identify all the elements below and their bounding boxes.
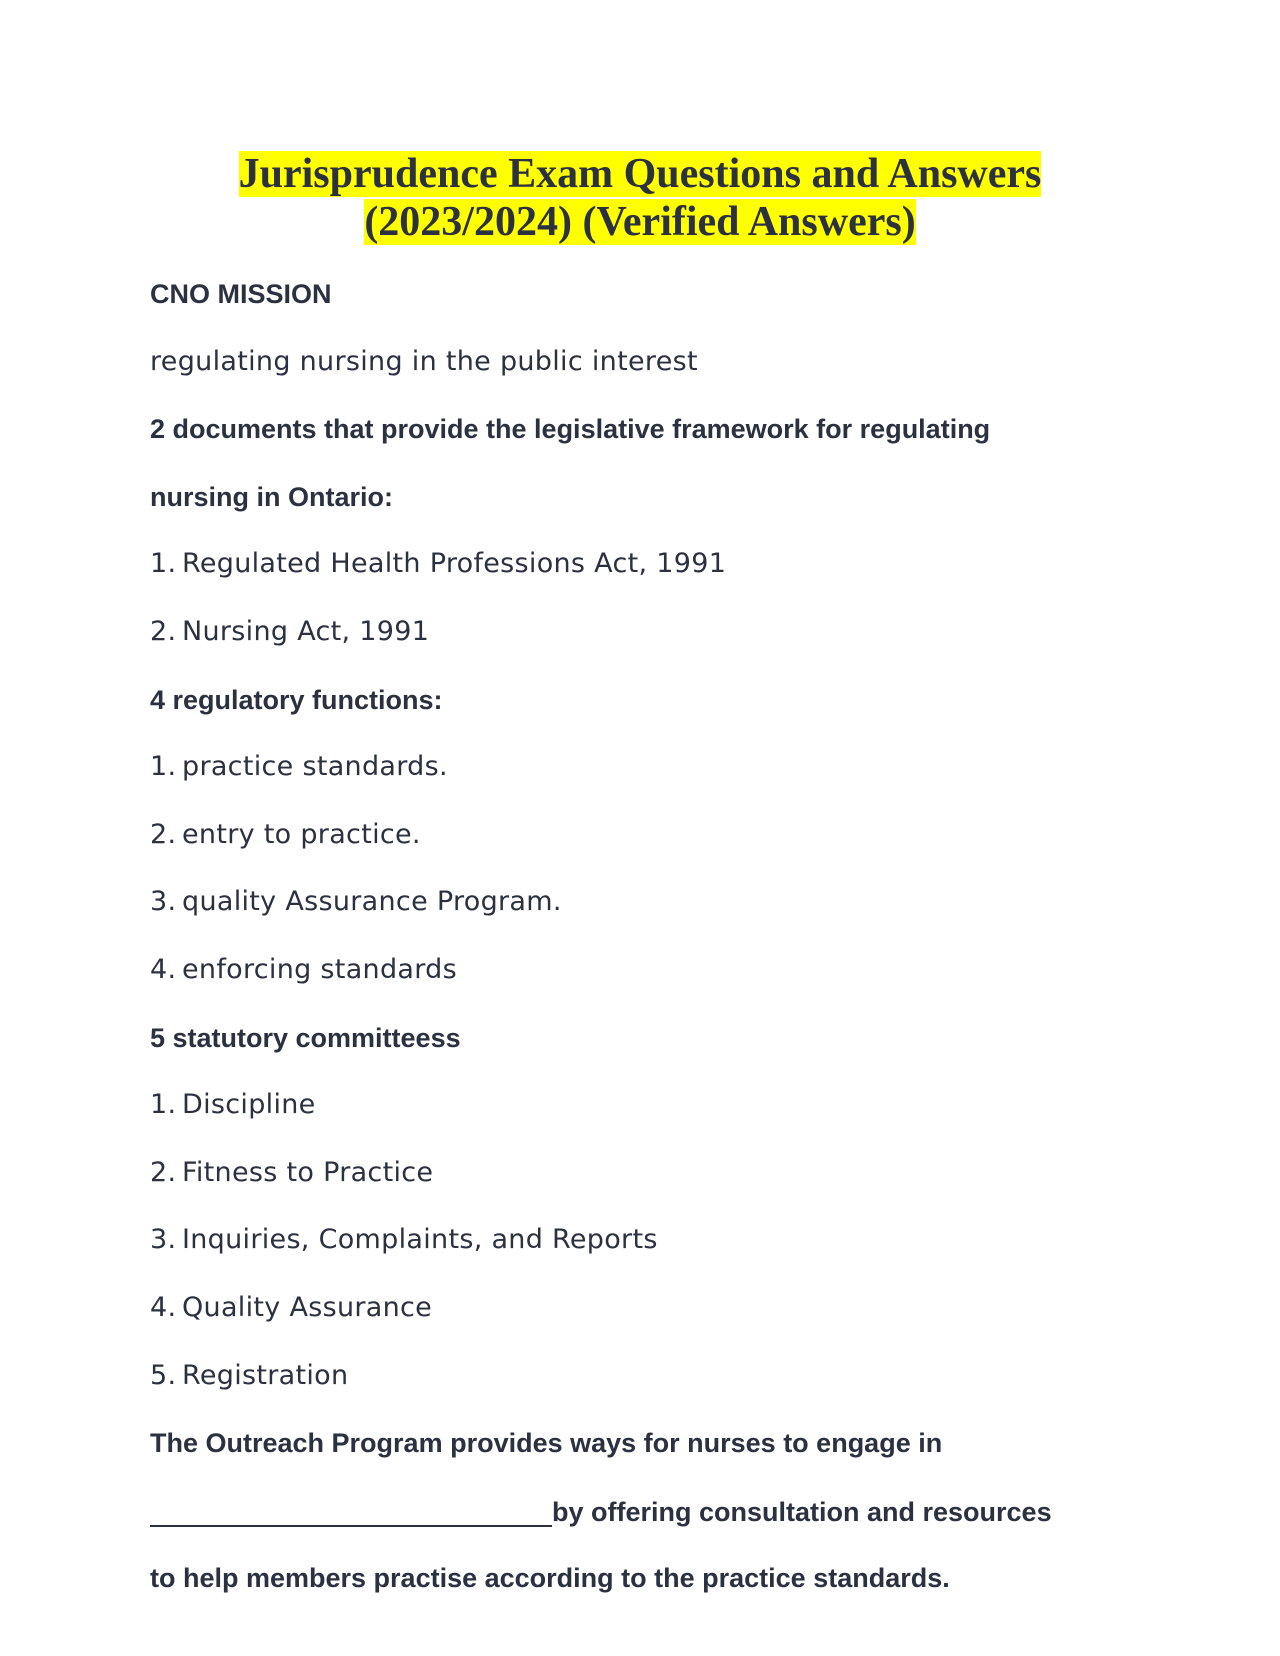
list-item — [150, 610, 1130, 678]
list-item — [150, 1354, 1130, 1422]
list-item — [150, 813, 1130, 881]
list-item — [150, 1083, 1130, 1151]
list-item-number: 3. — [150, 886, 177, 918]
list-item-text: Registration — [182, 1359, 349, 1391]
list-item-text: Nursing Act, 1991 — [182, 615, 430, 647]
list-item-text: Quality Assurance — [182, 1291, 433, 1323]
question-heading-mission: CNO MISSION — [150, 279, 332, 309]
list-item — [150, 948, 1130, 1016]
list-item-text: quality Assurance Program. — [182, 886, 562, 918]
list-item-number: 1. — [150, 1089, 177, 1121]
list-item — [150, 1151, 1130, 1219]
list-item-text: Inquiries, Complaints, and Reports — [182, 1224, 658, 1256]
list-item — [150, 542, 1130, 610]
title-line-2: (2023/2024) (Verified Answers) — [364, 199, 916, 245]
list-item-number: 4. — [150, 1291, 177, 1323]
list-item-number: 2. — [150, 1156, 177, 1188]
list-item — [150, 880, 1130, 948]
list-item — [150, 1286, 1130, 1354]
list-item — [150, 745, 1130, 813]
list-item-text: Discipline — [182, 1089, 316, 1121]
list-item-number: 1. — [150, 751, 177, 783]
question-heading-functions: 4 regulatory functions: — [150, 684, 443, 715]
question-heading-outreach-3: to help members practise according to the practice standards. — [150, 1563, 950, 1594]
list-item — [150, 1218, 1130, 1286]
question-heading-documents-1: 2 documents that provide the legislative framework for regulating — [150, 414, 991, 445]
question-heading-documents-2: nursing in Ontario: — [150, 481, 393, 512]
page-title — [150, 150, 1130, 246]
list-item-text: practice standards. — [182, 751, 448, 783]
list-item-number: 3. — [150, 1224, 177, 1256]
list-item-text: Fitness to Practice — [182, 1156, 434, 1188]
list-item-number: 2. — [150, 818, 177, 850]
question-heading-committees: 5 statutory committeess — [150, 1022, 461, 1053]
list-item-text: Regulated Health Professions Act, 1991 — [182, 548, 727, 580]
list-item-text: entry to practice. — [182, 818, 421, 850]
fill-in-blank — [150, 1489, 552, 1527]
document-body — [150, 272, 1130, 1624]
list-item-text: enforcing standards — [182, 953, 457, 985]
answer-mission: regulating nursing in the public interest — [150, 345, 698, 377]
list-item-number: 2. — [150, 615, 177, 647]
title-line-1: Jurisprudence Exam Questions and Answers — [238, 151, 1042, 197]
question-heading-outreach-2 — [150, 1489, 1130, 1557]
outreach-line-2-text: by offering consultation and resources — [552, 1496, 1052, 1527]
list-item-number: 1. — [150, 548, 177, 580]
list-item-number: 5. — [150, 1359, 177, 1391]
list-item-number: 4. — [150, 953, 177, 985]
question-heading-outreach-1: The Outreach Program provides ways for nurses to engage in — [150, 1428, 943, 1459]
